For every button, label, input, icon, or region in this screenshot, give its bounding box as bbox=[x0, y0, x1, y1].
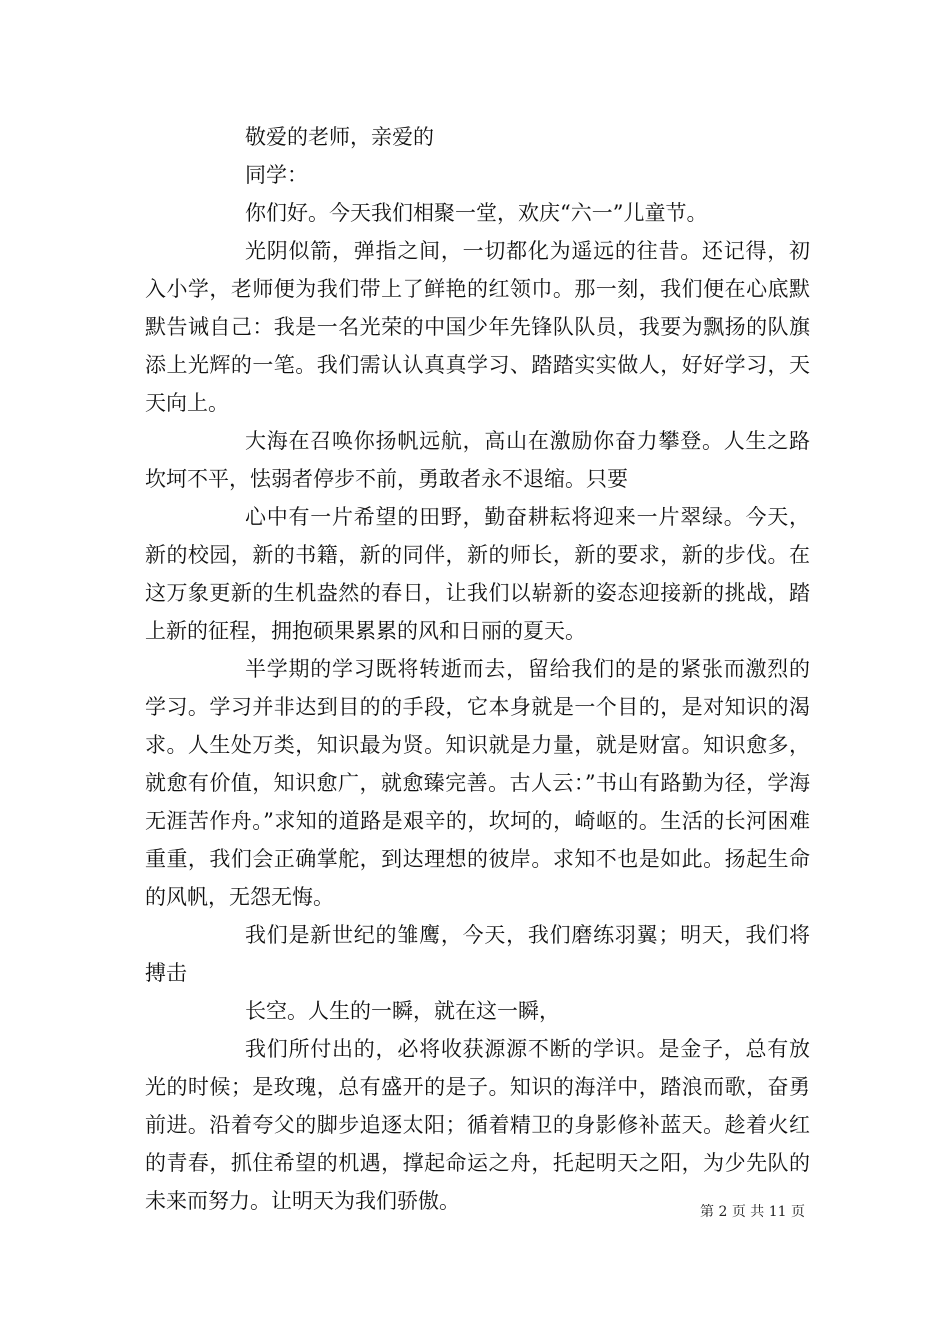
paragraph-salutation-1: 敬爱的老师，亲爱的 bbox=[245, 125, 434, 149]
paragraph-sky: 长空。人生的一瞬，就在这一瞬， bbox=[245, 999, 560, 1023]
paragraph-hope-field: 心中有一片希望的田野，勤奋耕耘将迎来一片翠绿。今天，新的校园，新的书籍，新的同伴，新的师长，新的要求，新的步伐。在这万象更新的生机盎然的春日，让我们以崭新的姿态迎接新的挑战，踏上新的征程，拥抱硕果累累的风和日丽的夏天。 bbox=[145, 505, 810, 643]
paragraph-learning: 半学期的学习既将转逝而去，留给我们的是的紧张而激烈的学习。学习并非达到目的的手段，它本身就是一个目的，是对知识的渴求。人生处万类，知识最为贤。知识就是力量，就是财富。知识愈多，就愈有价值，知识愈广，就愈臻完善。古人云：”书山有路勤为径，学海无涯苦作舟。”求知的道路是艰辛的，坎坷的，崎岖的。生活的长河困难重重，我们会正确掌舵，到达理想的彼岸。求知不也是如此。扬起生命的风帆，无怨无悔。 bbox=[145, 657, 810, 909]
paragraph-time-flies: 光阴似箭，弹指之间，一切都化为遥远的往昔。还记得，初入小学，老师便为我们带上了鲜艳的红领巾。那一刻，我们便在心底默默告诫自己：我是一名光荣的中国少年先锋队队员，我要为飘扬的队旗添上光辉的一笔。我们需认认真真学习、踏踏实实做人，好好学习，天天向上。 bbox=[145, 239, 810, 415]
paragraph-conclusion: 我们所付出的，必将收获源源不断的学识。是金子，总有放光的时候；是玫瑰，总有盛开的是子。知识的海洋中，踏浪而歌，奋勇前进。沿着夸父的脚步追逐太阳；循着精卫的身影修补蓝天。趁着火红的青春，抓住希望的机遇，撑起命运之舟，托起明天之阳，为少先队的未来而努力。让明天为我们骄傲。 bbox=[145, 1037, 810, 1213]
paragraph-salutation-2: 同学： bbox=[245, 163, 308, 187]
paragraph-greeting: 你们好。今天我们相聚一堂，欢庆“六一”儿童节。 bbox=[245, 201, 708, 225]
paragraph-sea-mountain: 大海在召唤你扬帆远航，高山在激励你奋力攀登。人生之路坎坷不平，怯弱者停步不前，勇敢者永不退缩。只要 bbox=[145, 429, 810, 491]
paragraph-eagles: 我们是新世纪的雏鹰，今天，我们磨练羽翼；明天，我们将搏击 bbox=[145, 923, 810, 985]
page-number-footer: 第 2 页 共 11 页 bbox=[700, 1204, 805, 1220]
body-text bbox=[145, 118, 810, 1220]
